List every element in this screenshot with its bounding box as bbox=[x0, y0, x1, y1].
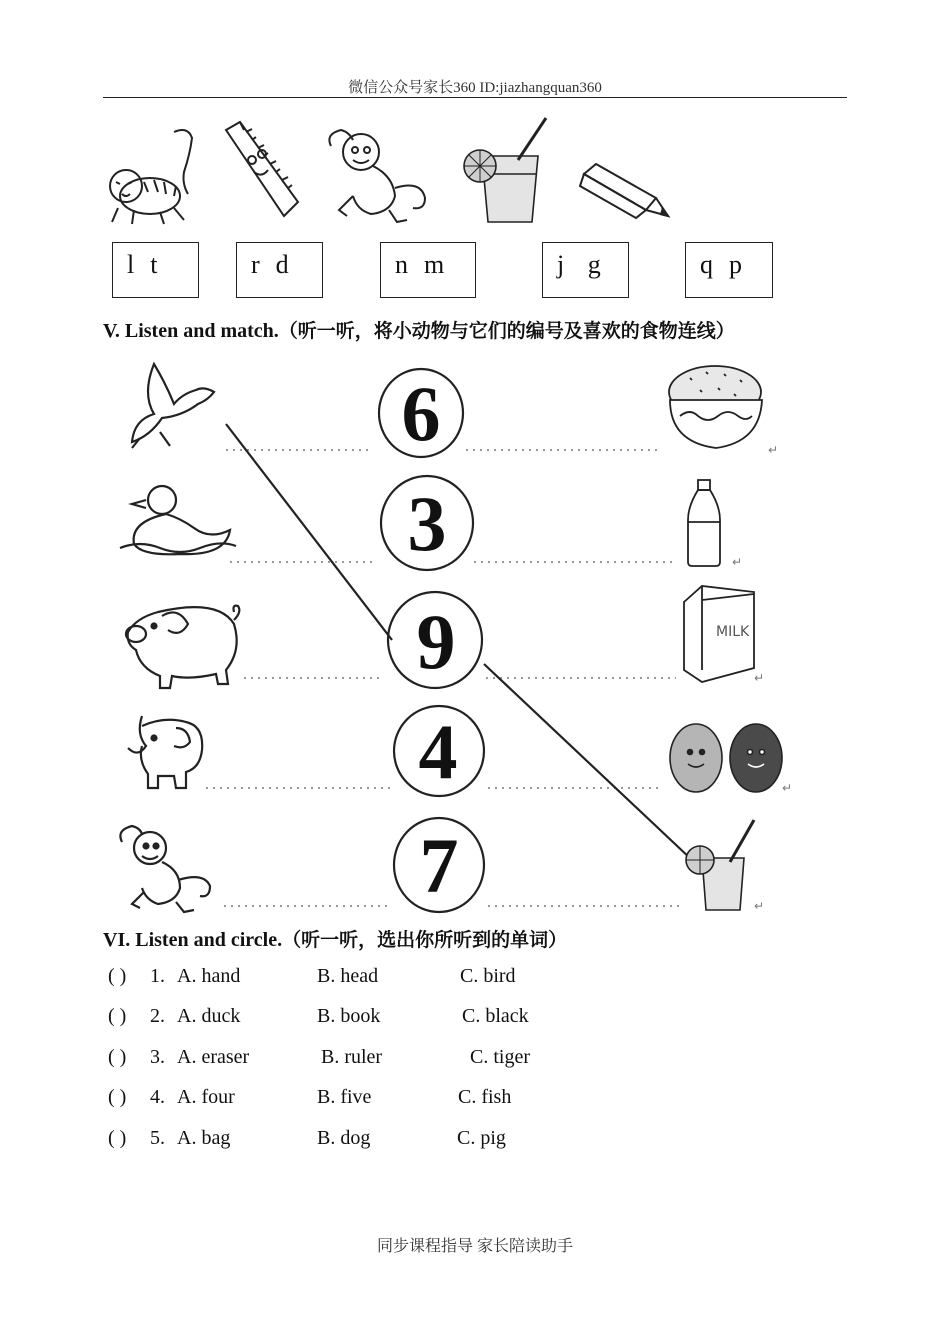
number-7: 7 bbox=[419, 822, 459, 909]
option-b[interactable]: B. book bbox=[317, 1005, 381, 1027]
svg-text:↵: ↵ bbox=[732, 555, 743, 569]
svg-text:↵: ↵ bbox=[754, 899, 765, 913]
milk-carton-icon bbox=[684, 586, 754, 682]
answer-paren[interactable]: ( ) bbox=[108, 1086, 127, 1108]
pig-icon bbox=[126, 606, 239, 688]
header-divider bbox=[103, 97, 847, 98]
answer-line-9-juice bbox=[484, 664, 692, 860]
number-3: 3 bbox=[407, 480, 447, 567]
option-c[interactable]: C. black bbox=[462, 1005, 529, 1027]
svg-text:↵: ↵ bbox=[754, 671, 765, 685]
option-c[interactable]: C. pig bbox=[457, 1127, 506, 1149]
letter-box-2: r d bbox=[236, 242, 323, 298]
question-number: 4. bbox=[150, 1086, 165, 1108]
letter-box-3: n m bbox=[380, 242, 476, 298]
option-a[interactable]: A. duck bbox=[177, 1005, 241, 1027]
section6-title bbox=[103, 925, 567, 952]
answer-paren[interactable]: ( ) bbox=[108, 965, 127, 987]
section6-title-en: VI. Listen and circle. bbox=[103, 929, 283, 951]
section5-instruction: （听一听，将小动物与它们的编号及喜欢的食物连线） bbox=[278, 320, 735, 342]
option-b[interactable]: B. head bbox=[317, 965, 379, 987]
svg-text:↵: ↵ bbox=[782, 781, 793, 795]
letter-box-4: j g bbox=[542, 242, 629, 298]
letter-box-1: l t bbox=[112, 242, 199, 298]
tiger-icon bbox=[104, 124, 200, 228]
option-c[interactable]: C. fish bbox=[458, 1086, 512, 1108]
question-number: 1. bbox=[150, 965, 165, 987]
match-exercise bbox=[0, 350, 950, 920]
option-a[interactable]: A. bag bbox=[177, 1127, 231, 1149]
section6-instruction: （听一听，选出你所听到的单词） bbox=[282, 929, 568, 951]
monkey-icon bbox=[323, 126, 435, 226]
page-header: 微信公众号家长360 ID:jiazhangquan360 bbox=[348, 80, 602, 96]
answer-paren[interactable]: ( ) bbox=[108, 1005, 127, 1027]
question-number: 3. bbox=[150, 1046, 165, 1068]
pencil-icon bbox=[576, 158, 672, 230]
option-c[interactable]: C. bird bbox=[460, 965, 516, 987]
number-9: 9 bbox=[416, 598, 456, 685]
monkey-icon-2 bbox=[120, 826, 210, 912]
option-c[interactable]: C. tiger bbox=[470, 1046, 530, 1068]
option-b[interactable]: B. ruler bbox=[321, 1046, 383, 1068]
page-footer: 同步课程指导 家长陪读助手 bbox=[376, 1238, 573, 1255]
elephant-icon bbox=[128, 716, 202, 788]
ruler-icon bbox=[222, 120, 302, 224]
section5-title-en: V. Listen and match. bbox=[103, 320, 279, 342]
bird-icon bbox=[132, 364, 214, 448]
option-b[interactable]: B. dog bbox=[317, 1127, 371, 1149]
water-bottle-icon bbox=[688, 480, 720, 566]
number-4: 4 bbox=[418, 708, 458, 795]
svg-text:MILK: MILK bbox=[716, 624, 750, 640]
duck-icon bbox=[120, 486, 236, 554]
juice-glass-icon bbox=[686, 820, 754, 910]
option-a[interactable]: A. eraser bbox=[177, 1046, 250, 1068]
question-number: 5. bbox=[150, 1127, 165, 1149]
section5-title bbox=[103, 316, 735, 343]
number-6: 6 bbox=[401, 370, 441, 457]
juice-icon bbox=[460, 116, 552, 226]
answer-paren[interactable]: ( ) bbox=[108, 1127, 127, 1149]
letter-box-5: q p bbox=[685, 242, 773, 298]
option-a[interactable]: A. hand bbox=[177, 965, 241, 987]
rice-bowl-icon bbox=[669, 366, 762, 448]
svg-text:↵: ↵ bbox=[768, 443, 779, 457]
option-a[interactable]: A. four bbox=[177, 1086, 235, 1108]
answer-paren[interactable]: ( ) bbox=[108, 1046, 127, 1068]
eggs-icon bbox=[670, 724, 782, 792]
option-b[interactable]: B. five bbox=[317, 1086, 372, 1108]
answer-line-bird-9 bbox=[226, 424, 392, 640]
question-number: 2. bbox=[150, 1005, 165, 1027]
